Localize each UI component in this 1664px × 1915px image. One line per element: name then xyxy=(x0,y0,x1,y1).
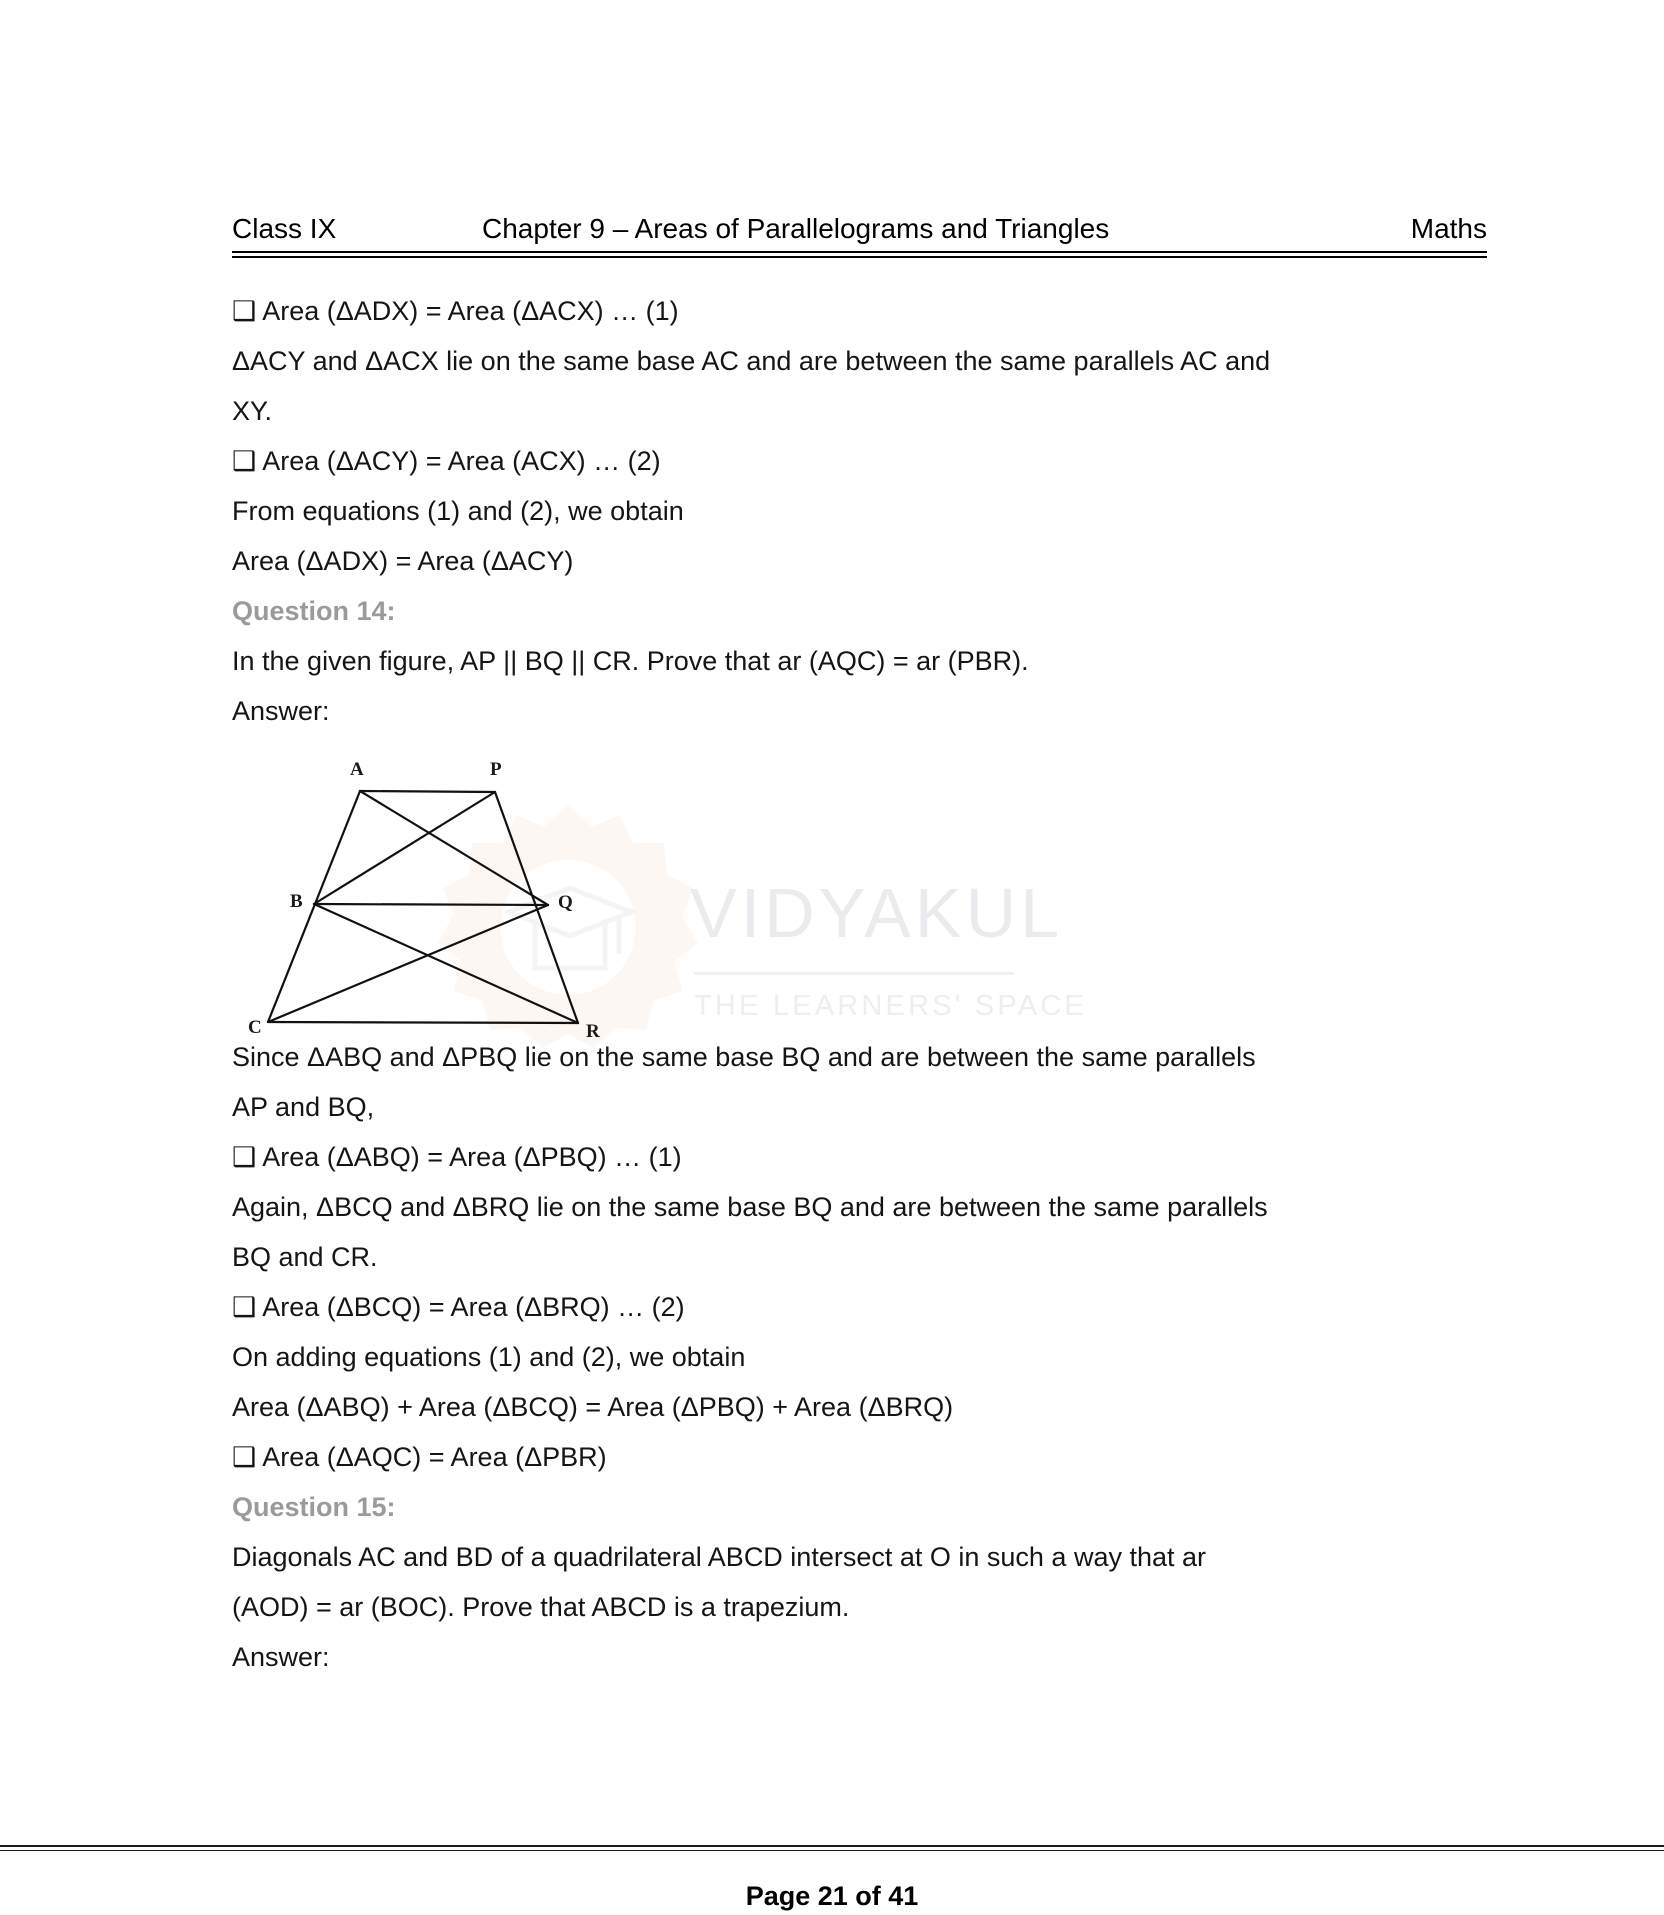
figure-vertex-label-P: P xyxy=(490,759,502,780)
header-divider xyxy=(232,251,1487,258)
figure-vertex-label-C: C xyxy=(248,1017,262,1038)
figure-segment-CQ xyxy=(268,905,548,1022)
figure-vertex-label-Q: Q xyxy=(558,892,573,913)
figure-segment-AC xyxy=(268,791,360,1022)
figure-segment-AP xyxy=(360,791,495,792)
body-line: Area (ΔABQ) + Area (ΔBCQ) = Area (ΔPBQ) + Area (ΔBRQ) xyxy=(232,1392,954,1422)
question-heading: Question 15: xyxy=(232,1492,396,1522)
body-line: In the given figure, AP || BQ || CR. Prove that ar (AQC) = ar (PBR). xyxy=(232,646,1029,676)
body-line: AP and BQ, xyxy=(232,1092,375,1122)
body-line: BQ and CR. xyxy=(232,1242,378,1272)
body-line: Answer: xyxy=(232,1642,330,1672)
header-class-label: Class IX xyxy=(232,213,337,244)
body-line: Again, ΔBCQ and ΔBRQ lie on the same base BQ and are between the same parallels xyxy=(232,1192,1268,1222)
watermark-brand: VIDYAKUL xyxy=(690,874,1064,952)
body-line: ❑ Area (ΔACY) = Area (ACX) … (2) xyxy=(232,446,661,476)
body-line: ❑ Area (ΔAQC) = Area (ΔPBR) xyxy=(232,1442,607,1472)
body-line: Since ΔABQ and ΔPBQ lie on the same base BQ and are between the same parallels xyxy=(232,1042,1256,1072)
footer-divider xyxy=(0,1845,1664,1851)
body-line: ❑ Area (ΔBCQ) = Area (ΔBRQ) … (2) xyxy=(232,1292,685,1322)
body-line: Area (ΔADX) = Area (ΔACY) xyxy=(232,546,574,576)
figure-segment-BR xyxy=(314,904,578,1023)
page-header xyxy=(232,215,1487,257)
body-line: Answer: xyxy=(232,696,330,726)
body-line: ❑ Area (ΔABQ) = Area (ΔPBQ) … (1) xyxy=(232,1142,682,1172)
body-line: From equations (1) and (2), we obtain xyxy=(232,496,684,526)
figure-segment-BQ xyxy=(314,904,548,905)
body-line: On adding equations (1) and (2), we obtain xyxy=(232,1342,746,1372)
watermark-tagline: THE LEARNERS' SPACE xyxy=(694,990,1087,1022)
figure-vertex-label-A: A xyxy=(350,759,364,780)
body-line: Diagonals AC and BD of a quadrilateral ABCD intersect at O in such a way that ar xyxy=(232,1542,1207,1572)
page-number: Page 21 of 41 xyxy=(745,1881,919,1911)
body-line: ΔACY and ΔACX lie on the same base AC and are between the same parallels AC and xyxy=(232,346,1271,376)
body-line: ❑ Area (ΔADX) = Area (ΔACX) … (1) xyxy=(232,296,679,326)
body-line: XY. xyxy=(232,396,273,426)
figure-segment-CR xyxy=(268,1022,578,1023)
geometry-figure xyxy=(232,745,632,1045)
figure-segment-AQ xyxy=(360,791,548,905)
figure-vertex-label-B: B xyxy=(290,891,303,912)
header-chapter-title: Chapter 9 – Areas of Parallelograms and Triangles xyxy=(482,213,1110,244)
body-line: (AOD) = ar (BOC). Prove that ABCD is a trapezium. xyxy=(232,1592,850,1622)
figure-segment-PB xyxy=(314,792,495,904)
geometry-figure-svg xyxy=(232,745,632,1045)
question-heading: Question 14: xyxy=(232,596,396,626)
figure-vertex-label-R: R xyxy=(586,1021,600,1042)
header-subject-label: Maths xyxy=(1410,213,1487,244)
